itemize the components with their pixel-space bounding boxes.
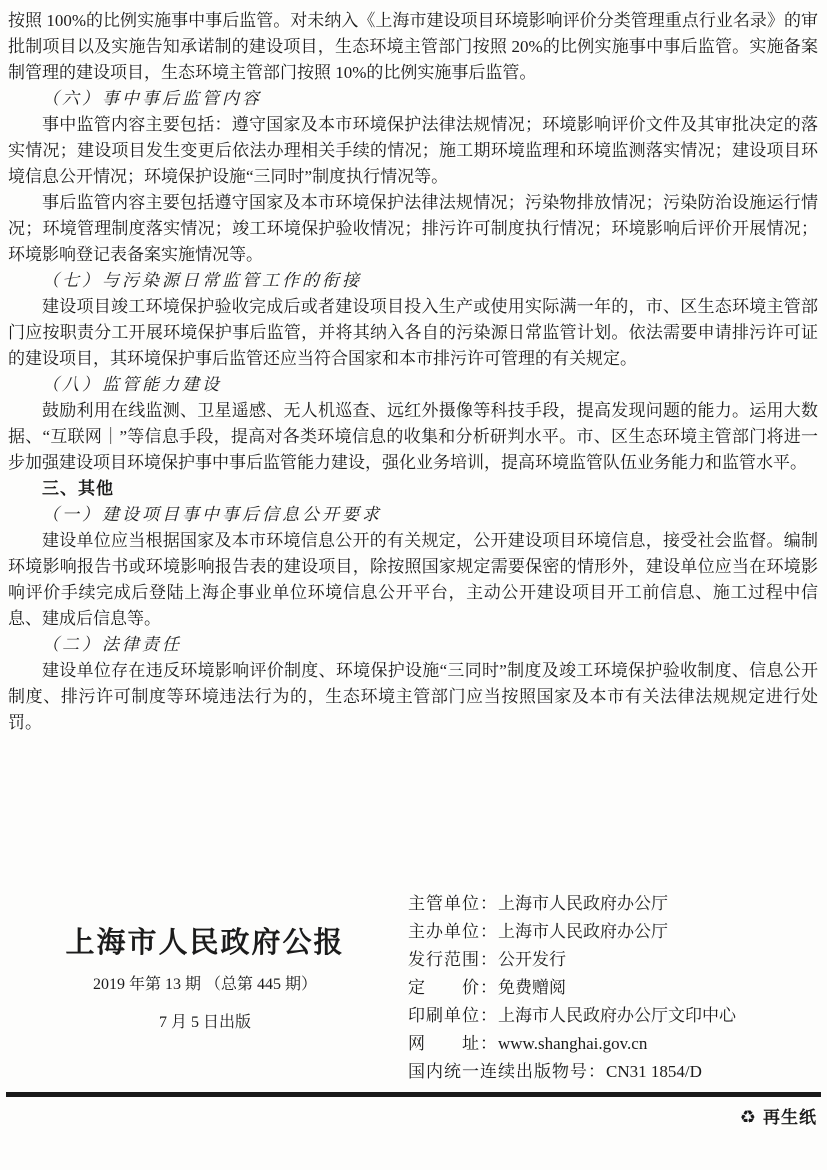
info-value: 免费赠阅 — [498, 978, 566, 997]
body-paragraph: 鼓励利用在线监测、卫星遥感、无人机巡查、远红外摄像等科技手段，提高发现问题的能力。运用大数据、“互联网｜”等信息手段，提高对各类环境信息的收集和分析研判水平。市、区生态环境主管部门将进一步加强建设项目环境保护事中事后监管能力建设，强化业务培训，提高环境监管队伍业务能力和监管水平。 — [8, 401, 818, 472]
info-row-website — [408, 1030, 736, 1058]
body-paragraph: 事后监管内容主要包括遵守国家及本市环境保护法律法规情况；污染物排放情况；污染防治设施运行情况；环境管理制度落实情况；竣工环境保护验收情况；排污许可制度执行情况；环境影响后评价开展情况；环境影响登记表备案实施情况等。 — [8, 193, 818, 264]
body-paragraph: 建设项目竣工环境保护验收完成后或者建设项目投入生产或使用实际满一年的，市、区生态环境主管部门应按职责分工开展环境保护事后监管，并将其纳入各自的污染源日常监管计划。依法需要申请排污许可证的建设项目，其环境保护事后监管还应当符合国家和本市排污许可管理的有关规定。 — [8, 297, 818, 368]
section-heading-three-other: 三、其他 — [42, 479, 114, 498]
info-row-issn — [408, 1058, 736, 1086]
info-value: 上海市人民政府办公厅 — [498, 922, 668, 941]
recycled-paper-note — [740, 1103, 817, 1128]
body-paragraph: 建设单位应当根据国家及本市环境信息公开的有关规定，公开建设项目环境信息，接受社会监督。编制环境影响报告书或环境影响报告表的建设项目，除按照国家规定需要保密的情形外，建设单位应当在环境影响评价手续完成后登陆上海企事业单位环境信息公开平台，主动公开建设项目开工前信息、施工过程中信息、建成后信息等。 — [8, 531, 818, 628]
info-row-organizer — [408, 918, 736, 946]
info-row-distribution — [408, 946, 736, 974]
info-value: 公开发行 — [498, 950, 566, 969]
colophon-left — [25, 925, 385, 1034]
subsection-heading-6: （六）事中事后监管内容 — [42, 89, 262, 108]
body-paragraph-continuation: 按照 100%的比例实施事中事后监管。对未纳入《上海市建设项目环境影响评价分类管理重点行业名录》的审批制项目以及实施告知承诺制的建设项目，生态环境主管部门按照 20%的比例实施事中事后监管。实施备案制管理的建设项目，生态环境主管部门按照 10%的比例实施事后监管。 — [8, 11, 818, 82]
info-label: 网 址： — [408, 1034, 498, 1053]
subsection-heading-8: （八）监管能力建设 — [42, 375, 222, 394]
subsection-heading-7: （七）与污染源日常监管工作的衔接 — [42, 271, 362, 290]
footer-rule — [6, 1092, 821, 1097]
body-paragraph: 事中监管内容主要包括：遵守国家及本市环境保护法律法规情况；环境影响评价文件及其审批决定的落实情况；建设项目发生变更后依法办理相关手续的情况；施工期环境监理和环境监测落实情况；建设项目环境信息公开情况；环境保护设施“三同时”制度执行情况等。 — [8, 115, 818, 186]
recycle-label: 再生纸 — [763, 1108, 817, 1127]
info-value: CN31 1854/D — [606, 1062, 702, 1081]
website-url: www.shanghai.gov.cn — [498, 1034, 648, 1053]
info-label: 国内统一连续出版物号： — [408, 1062, 606, 1081]
info-row-printer — [408, 1002, 736, 1030]
info-label: 主管单位： — [408, 894, 498, 913]
info-label: 发行范围： — [408, 950, 498, 969]
subsection-heading-1: （一）建设项目事中事后信息公开要求 — [42, 505, 382, 524]
info-label: 主办单位： — [408, 922, 498, 941]
info-row-price — [408, 974, 736, 1002]
subsection-heading-2: （二）法律责任 — [42, 635, 182, 654]
recycle-icon: ♻ — [739, 1107, 757, 1128]
info-value: 上海市人民政府办公厅文印中心 — [498, 1006, 736, 1025]
article-body — [8, 8, 818, 736]
colophon-info — [408, 890, 736, 1086]
info-row-supervisor — [408, 890, 736, 918]
info-value: 上海市人民政府办公厅 — [498, 894, 668, 913]
body-paragraph: 建设单位存在违反环境影响评价制度、环境保护设施“三同时”制度及竣工环境保护验收制度、信息公开制度、排污许可制度等环境违法行为的，生态环境主管部门应当按照国家及本市有关法律法规规定进行处罚。 — [8, 661, 818, 732]
info-label: 印刷单位： — [408, 1006, 498, 1025]
publish-date: 7 月 5 日出版 — [158, 1014, 251, 1031]
info-label: 定 价： — [408, 978, 498, 997]
gazette-title: 上海市人民政府公报 — [65, 927, 345, 959]
issue-line: 2019 年第 13 期 （总第 445 期） — [92, 976, 317, 993]
